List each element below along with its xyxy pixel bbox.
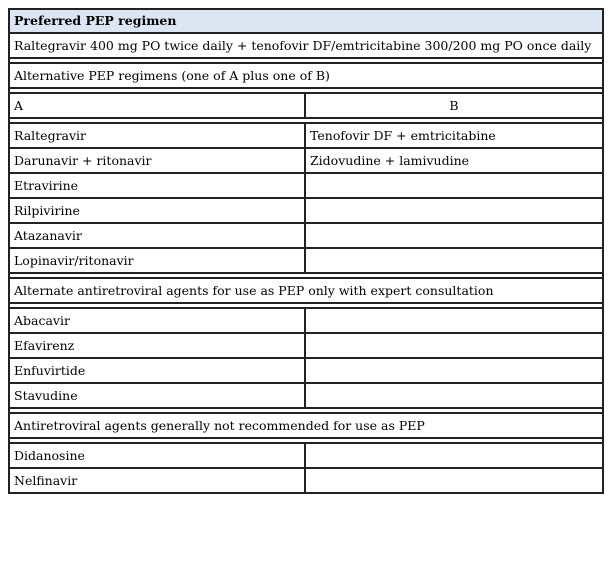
cell-b: Tenofovir DF + emtricitabine xyxy=(305,123,603,148)
cell-a: Nelfinavir xyxy=(9,468,305,493)
alternative-heading-row xyxy=(9,63,603,88)
cell-a: Atazanavir xyxy=(9,223,305,248)
cell-a: Enfuvirtide xyxy=(9,358,305,383)
preferred-regimen: Raltegravir 400 mg PO twice daily + tenofovir DF/emtricitabine 300/200 mg PO once daily xyxy=(9,33,603,58)
cell-a: Stavudine xyxy=(9,383,305,408)
cell-b-empty xyxy=(305,333,603,358)
expert-heading: Alternate antiretroviral agents for use as PEP only with expert consultation xyxy=(9,278,603,303)
cell-a: Efavirenz xyxy=(9,333,305,358)
cell-b xyxy=(305,198,603,223)
table-row xyxy=(9,198,603,223)
pep-regimen-table-container xyxy=(8,8,602,494)
table-row xyxy=(9,443,603,468)
cell-b xyxy=(305,173,603,198)
column-b-header: B xyxy=(305,93,603,118)
cell-a: Raltegravir xyxy=(9,123,305,148)
cell-b-empty xyxy=(305,443,603,468)
cell-a: Abacavir xyxy=(9,308,305,333)
cell-b-empty xyxy=(305,383,603,408)
cell-a: Didanosine xyxy=(9,443,305,468)
cell-a: Lopinavir/ritonavir xyxy=(9,248,305,273)
table-row xyxy=(9,123,603,148)
cell-b-empty xyxy=(305,358,603,383)
table-row xyxy=(9,308,603,333)
table-row xyxy=(9,333,603,358)
expert-heading-row xyxy=(9,278,603,303)
cell-b xyxy=(305,248,603,273)
table-row xyxy=(9,468,603,493)
table-row xyxy=(9,148,603,173)
cell-a: Darunavir + ritonavir xyxy=(9,148,305,173)
pep-regimen-table xyxy=(8,8,604,494)
table-row xyxy=(9,223,603,248)
table-header: Preferred PEP regimen xyxy=(9,9,603,33)
table-row xyxy=(9,358,603,383)
table-row xyxy=(9,383,603,408)
table-row xyxy=(9,248,603,273)
table-header-row xyxy=(9,9,603,33)
cell-a: Etravirine xyxy=(9,173,305,198)
column-header-row xyxy=(9,93,603,118)
not-recommended-heading-row xyxy=(9,413,603,438)
column-a-header: A xyxy=(9,93,305,118)
alternative-heading: Alternative PEP regimens (one of A plus one of B) xyxy=(9,63,603,88)
cell-b: Zidovudine + lamivudine xyxy=(305,148,603,173)
not-recommended-heading: Antiretroviral agents generally not recommended for use as PEP xyxy=(9,413,603,438)
table-row xyxy=(9,173,603,198)
preferred-row xyxy=(9,33,603,58)
cell-b-empty xyxy=(305,308,603,333)
cell-b-empty xyxy=(305,468,603,493)
cell-a: Rilpivirine xyxy=(9,198,305,223)
cell-b xyxy=(305,223,603,248)
